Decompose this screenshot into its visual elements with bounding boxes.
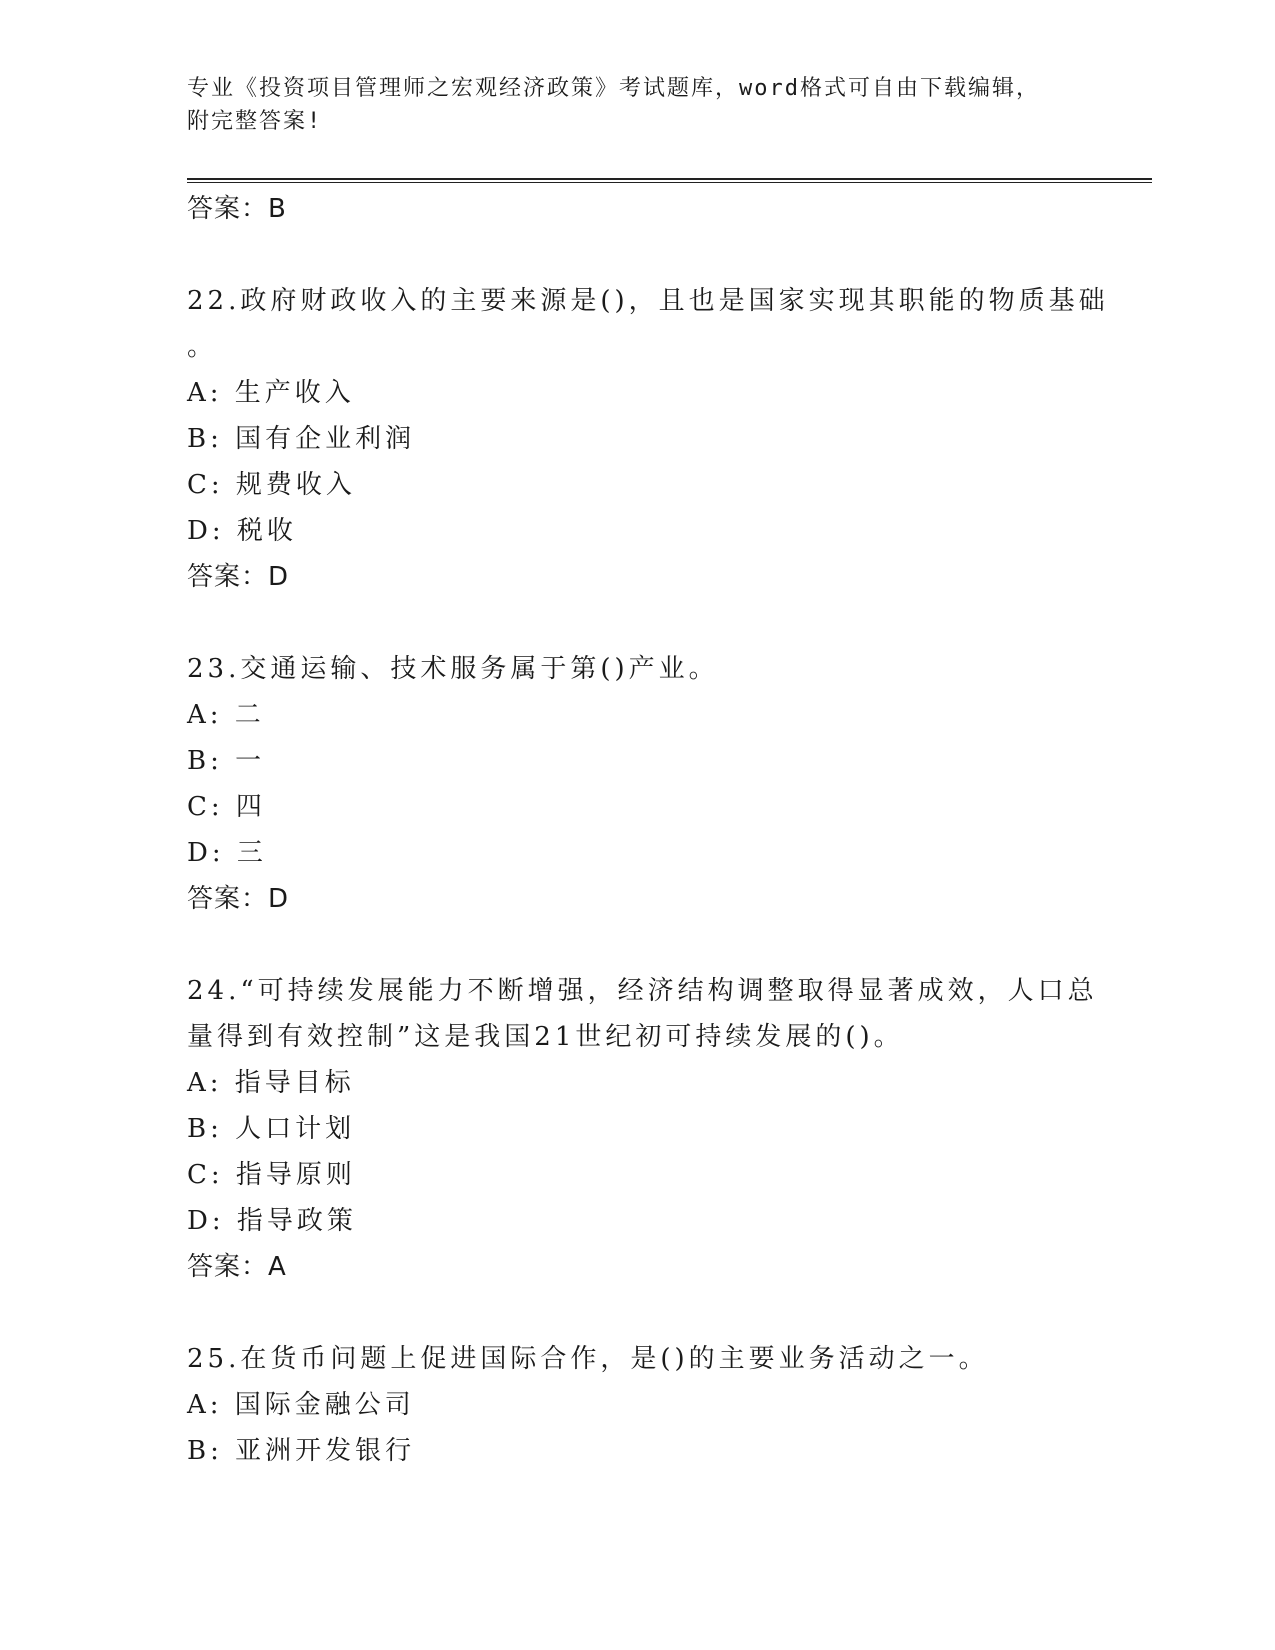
question-stem-continued: 量得到有效控制”这是我国21世纪初可持续发展的()。 xyxy=(187,1022,904,1052)
option-b: B: 一 xyxy=(187,746,266,776)
option-a: A: 国际金融公司 xyxy=(187,1390,415,1420)
option-a: A: 生产收入 xyxy=(187,378,355,408)
question-23 xyxy=(187,646,1087,922)
page-header xyxy=(187,72,1067,138)
question-22 xyxy=(187,278,1109,600)
option-d: D: 税收 xyxy=(187,516,297,546)
option-d: D: 指导政策 xyxy=(187,1206,357,1236)
option-c: C: 指导原则 xyxy=(187,1160,356,1190)
question-stem: 25.在货币问题上促进国际合作，是()的主要业务活动之一。 xyxy=(187,1344,989,1374)
question-list xyxy=(187,186,1109,1474)
option-b: B: 人口计划 xyxy=(187,1114,356,1144)
question-stem: 23.交通运输、技术服务属于第()产业。 xyxy=(187,654,719,684)
question-stem: 24.“可持续发展能力不断增强，经济结构调整取得显著成效，人口总 xyxy=(187,976,1098,1006)
header-divider xyxy=(187,178,1152,183)
option-b: B: 国有企业利润 xyxy=(187,424,416,454)
option-b: B: 亚洲开发银行 xyxy=(187,1436,416,1466)
question-stem-continued: 。 xyxy=(187,332,218,362)
option-d: D: 三 xyxy=(187,838,267,868)
answer-line: 答案：D xyxy=(187,562,290,592)
answer-line: 答案：D xyxy=(187,884,290,914)
header-line-1: 专业《投资项目管理师之宏观经济政策》考试题库，word格式可自由下载编辑， xyxy=(187,76,1040,101)
header-line-2: 附完整答案! xyxy=(187,109,323,134)
answer-line: 答案：A xyxy=(187,1252,287,1282)
option-c: C: 四 xyxy=(187,792,266,822)
option-a: A: 二 xyxy=(187,700,265,730)
question-24 xyxy=(187,968,1098,1290)
answer-line: 答案：B xyxy=(187,194,287,224)
question-25 xyxy=(187,1336,1087,1474)
option-c: C: 规费收入 xyxy=(187,470,356,500)
option-a: A: 指导目标 xyxy=(187,1068,355,1098)
question-stem: 22.政府财政收入的主要来源是()，且也是国家实现其职能的物质基础 xyxy=(187,286,1109,316)
